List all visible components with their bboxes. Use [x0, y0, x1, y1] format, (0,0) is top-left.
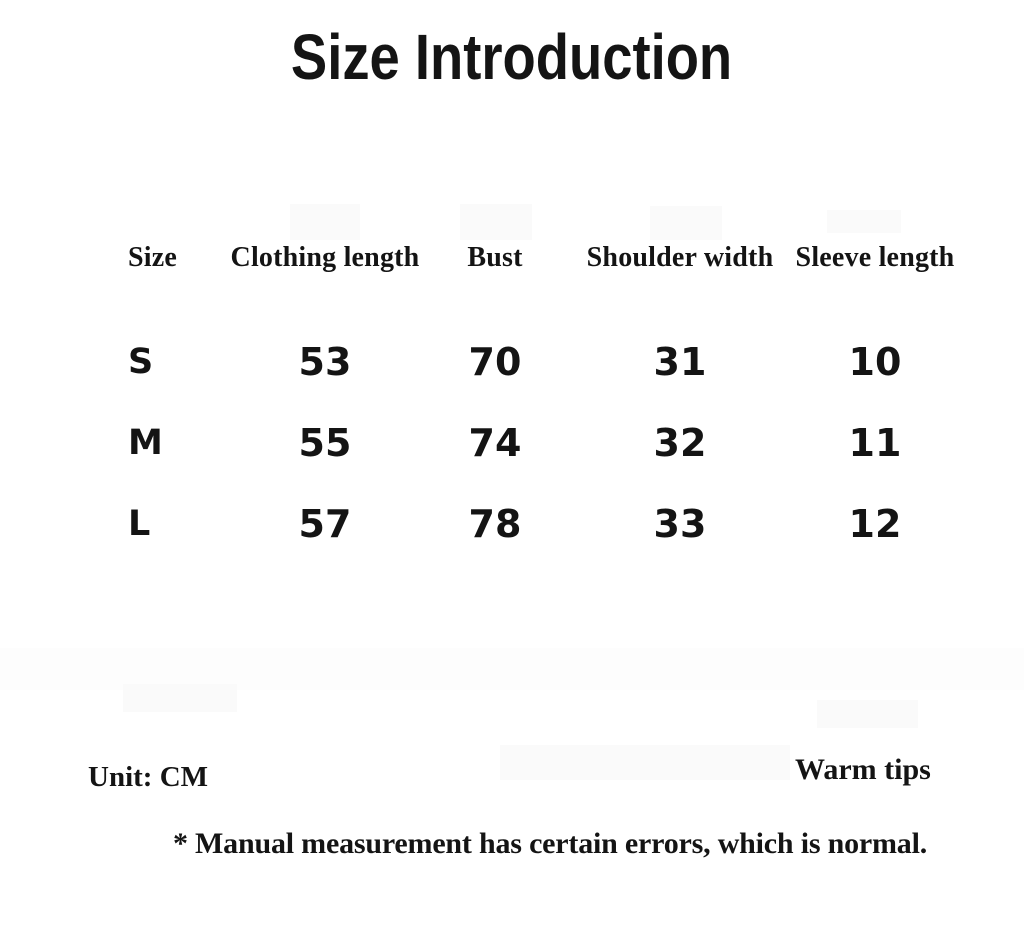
- background-artifact: [460, 204, 532, 240]
- column-header-shoulder-width: Shoulder width: [586, 242, 774, 273]
- clothing-length-value: 53: [298, 340, 352, 384]
- size-label: M: [128, 423, 163, 463]
- table-row-size-l: [0, 484, 1024, 564]
- shoulder-width-value: 33: [653, 502, 707, 546]
- table-row-size-m: [0, 403, 1024, 483]
- size-label: L: [128, 504, 151, 544]
- sleeve-length-value: 10: [848, 340, 902, 384]
- column-header-size: Size: [128, 242, 178, 273]
- table-row-size-s: [0, 322, 1024, 402]
- background-artifact: [123, 684, 237, 712]
- column-header-bust: Bust: [467, 242, 523, 273]
- warm-tips-label: Warm tips: [795, 753, 931, 786]
- shoulder-width-value: 32: [653, 421, 707, 465]
- table-header-row: [0, 240, 1024, 276]
- background-artifact: [650, 206, 722, 240]
- bust-value: 78: [468, 502, 522, 546]
- clothing-length-value: 55: [298, 421, 352, 465]
- page-title: Size Introduction: [291, 21, 733, 93]
- bust-value: 70: [468, 340, 522, 384]
- title-container: [0, 21, 1024, 93]
- sleeve-length-value: 12: [848, 502, 902, 546]
- background-artifact: [817, 700, 918, 728]
- column-header-sleeve-length: Sleeve length: [795, 242, 955, 273]
- column-header-clothing-length: Clothing length: [230, 242, 420, 273]
- background-artifact: [290, 204, 360, 240]
- unit-label: Unit: CM: [88, 761, 209, 793]
- measurement-note: * Manual measurement has certain errors, which is normal.: [172, 827, 928, 860]
- bust-value: 74: [468, 421, 522, 465]
- background-artifact: [827, 210, 901, 233]
- shoulder-width-value: 31: [653, 340, 707, 384]
- sleeve-length-value: 11: [848, 421, 902, 465]
- background-artifact: [0, 648, 1024, 690]
- background-artifact: [500, 745, 790, 780]
- clothing-length-value: 57: [298, 502, 352, 546]
- size-label: S: [128, 342, 154, 382]
